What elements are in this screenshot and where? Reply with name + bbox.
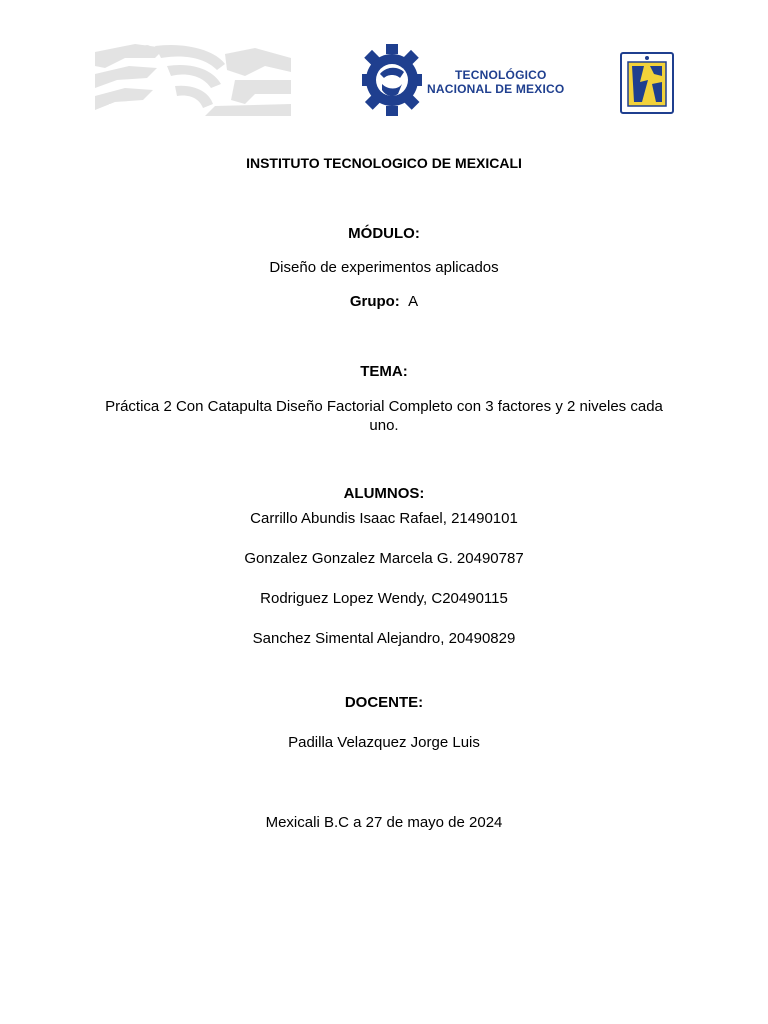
alumnos-heading: ALUMNOS: (343, 485, 425, 502)
tecnm-logo-line1: TECNOLÓGICO (455, 68, 547, 82)
docente-heading: DOCENTE: (344, 694, 424, 711)
grupo-value: A (408, 293, 419, 310)
tema-heading: TEMA: (360, 363, 408, 380)
tema-line-1: Práctica 2 Con Catapulta Diseño Factorial Completo con 3 factores y 2 niveles cada (105, 398, 663, 415)
student-name: Sanchez Simental Alejandro, 20490829 (252, 630, 516, 647)
student-name: Gonzalez Gonzalez Marcela G. 20490787 (244, 550, 524, 567)
modulo-heading: MÓDULO: (348, 225, 420, 242)
place-date: Mexicali B.C a 27 de mayo de 2024 (265, 814, 503, 831)
grupo-label: Grupo: (349, 293, 400, 310)
grupo-line (0, 292, 768, 311)
sep-logo (95, 44, 291, 116)
tema-line-2: uno. (369, 417, 399, 434)
modulo-value: Diseño de experimentos aplicados (269, 259, 499, 276)
student-name: Rodriguez Lopez Wendy, C20490115 (260, 590, 508, 607)
tecnm-gear-logo (362, 44, 422, 116)
student-name: Carrillo Abundis Isaac Rafael, 21490101 (250, 510, 518, 527)
itm-shield-logo (620, 52, 674, 114)
tecnm-logo-line2: NACIONAL DE MEXICO (427, 82, 565, 96)
institute-title: INSTITUTO TECNOLOGICO DE MEXICALI (246, 155, 522, 171)
docente-name: Padilla Velazquez Jorge Luis (288, 734, 480, 751)
